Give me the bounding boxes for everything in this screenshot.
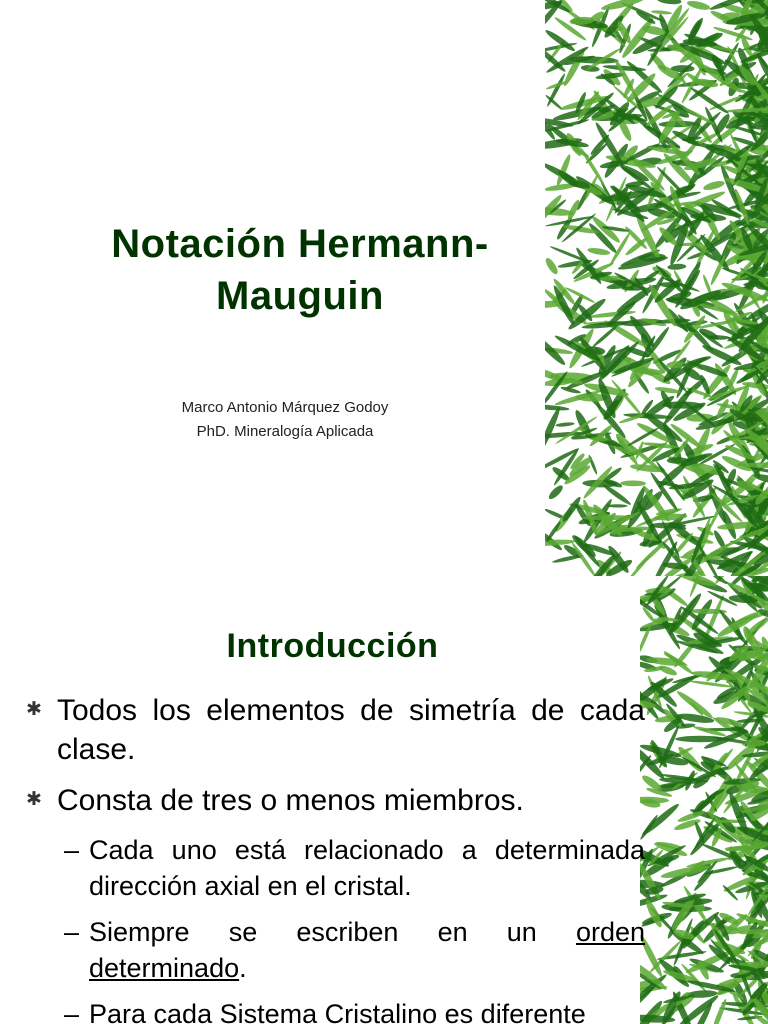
- bamboo-leaves-decoration: [640, 576, 768, 1024]
- bullet-item: [24, 691, 645, 769]
- bullet-item: [24, 781, 645, 820]
- author-affiliation: PhD. Mineralogía Aplicada: [196, 423, 374, 440]
- asterisk-bullet-icon: ✱: [26, 699, 42, 720]
- slide-title: Introducción: [226, 627, 439, 665]
- sub-item: [24, 832, 645, 904]
- dash-icon: –: [64, 917, 80, 947]
- sub-item-text: Cada uno está relacionado a determinada dirección axial en el cristal.: [89, 835, 645, 901]
- author-name: Marco Antonio Márquez Godoy: [181, 399, 389, 416]
- slide-body: [24, 691, 645, 1024]
- sub-item: [24, 996, 645, 1024]
- sub-item-text: Siempre se escriben en un orden determinado.: [89, 917, 645, 983]
- author-block: [130, 396, 440, 444]
- dash-icon: –: [64, 999, 80, 1024]
- bamboo-leaves-decoration: [545, 0, 768, 576]
- asterisk-bullet-icon: ✱: [26, 789, 42, 810]
- dash-icon: –: [64, 835, 80, 865]
- slide-title: Notación Hermann-Mauguin: [111, 222, 489, 318]
- intro-slide: [0, 576, 768, 1024]
- sub-item-text: Para cada Sistema Cristalino es diferente: [89, 999, 586, 1024]
- sub-item: [24, 914, 645, 986]
- underlined-text: orden determinado: [89, 917, 645, 983]
- bullet-text: Todos los elementos de simetría de cada clase.: [57, 694, 645, 766]
- bullet-text: Consta de tres o menos miembros.: [57, 784, 524, 817]
